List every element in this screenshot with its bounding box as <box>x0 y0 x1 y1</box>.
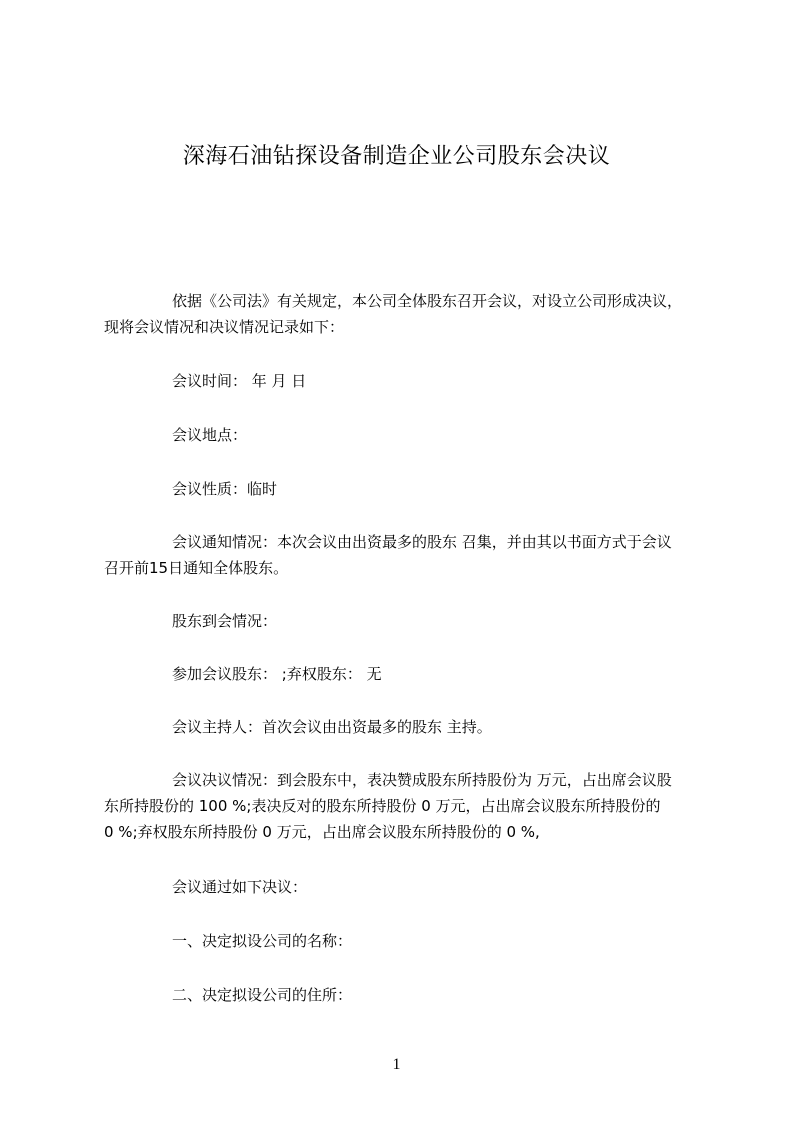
resolution-item-1-text: 一、决定拟设公司的名称： <box>172 932 353 950</box>
notice-line-2: 召开前15日通知全体股东。 <box>104 559 289 577</box>
meeting-host-text: 会议主持人：首次会议由出资最多的股东 主持。 <box>172 718 492 736</box>
resolution-line-3: 0 %;弃权股东所持股份 0 万元，占出席会议股东所持股份的 0 %, <box>104 823 540 841</box>
intro-line-2: 现将会议情况和决议情况记录如下： <box>104 318 345 336</box>
notice-paragraph <box>104 529 710 581</box>
meeting-host <box>104 714 710 740</box>
resolution-line-2: 东所持股份的 100 %;表决反对的股东所持股份 0 万元，占出席会议股东所持股份的 <box>104 797 661 815</box>
resolution-item-2-text: 二、决定拟设公司的住所： <box>172 986 353 1004</box>
participants-text: 参加会议股东： ;弃权股东： 无 <box>172 665 382 683</box>
attendance-heading-text: 股东到会情况： <box>172 612 278 630</box>
document-title: 深海石油钻探设备制造企业公司股东会决议 <box>182 144 611 169</box>
meeting-place-text: 会议地点： <box>172 426 248 444</box>
meeting-nature-text: 会议性质：临时 <box>172 480 278 498</box>
resolution-paragraph <box>104 767 710 845</box>
passed-heading <box>104 874 710 900</box>
attendance-heading <box>104 608 710 634</box>
meeting-time-text: 会议时间： 年 月 日 <box>172 372 307 390</box>
meeting-time <box>104 368 710 394</box>
resolution-line-1: 会议决议情况：到会股东中，表决赞成股东所持股份为 万元，占出席会议股 <box>172 771 672 789</box>
intro-line-1: 依据《公司法》有关规定，本公司全体股东召开会议，对设立公司形成决议， <box>172 292 683 310</box>
meeting-nature <box>104 476 710 502</box>
meeting-place <box>104 422 710 448</box>
intro-paragraph <box>104 288 710 340</box>
passed-heading-text: 会议通过如下决议： <box>172 878 308 896</box>
resolution-item-2 <box>104 982 710 1008</box>
resolution-item-1 <box>104 928 710 954</box>
notice-line-1: 会议通知情况：本次会议由出资最多的股东 召集，并由其以书面方式于会议 <box>172 533 672 551</box>
page-number: 1 <box>392 1056 401 1073</box>
participants <box>104 661 710 687</box>
